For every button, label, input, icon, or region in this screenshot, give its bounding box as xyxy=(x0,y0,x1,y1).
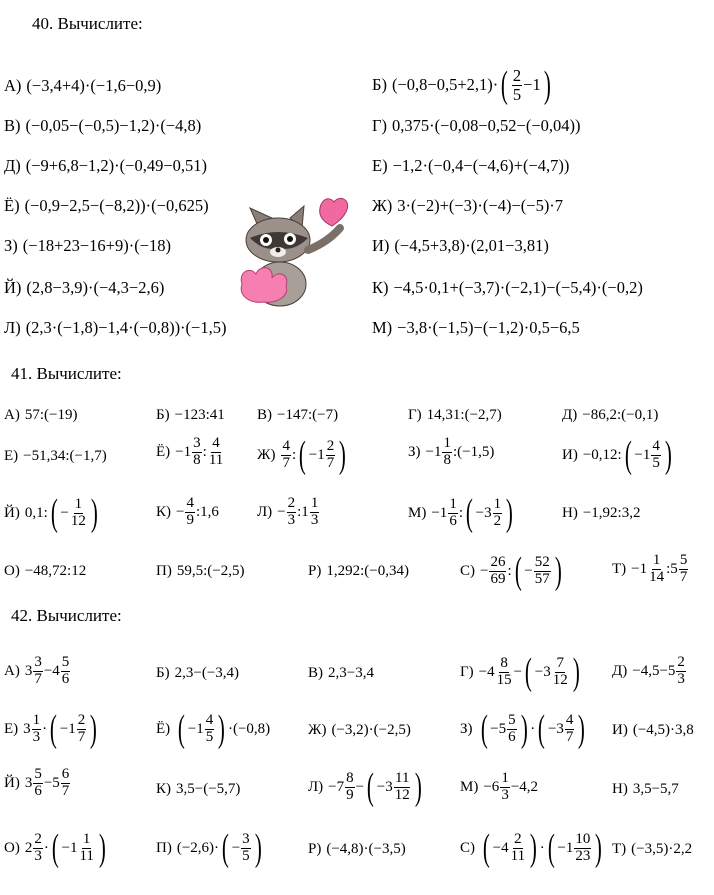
section-42-title: 42. Вычислите: xyxy=(11,606,122,625)
exercise-42-e: Е) 3 1 3 · ( −1 2 7 ) xyxy=(4,708,98,750)
section-40-title: 40. Вычислите: xyxy=(32,14,143,33)
exercise-41-zh: Ж) 4 7 : ( −1 2 7 ) xyxy=(257,434,347,476)
section-41-title: 41. Вычислите: xyxy=(11,364,122,383)
exercise-40-m: М) −3,8·(−1,5)−(−1,2)·0,5−6,5 xyxy=(372,318,580,337)
exercise-42-l: Л) −7 8 9 − ( −3 11 12 ) xyxy=(308,766,422,808)
exercise-40-k: К) −4,5·0,1+(−3,7)·(−2,1)−(−5,4)·(−0,2) xyxy=(372,278,643,297)
exercise-41-i: И) −0,12: ( −1 4 5 ) xyxy=(562,434,672,476)
exercise-42-b: Б) 2,3−(−3,4) xyxy=(156,665,240,681)
exercise-41-n: Н) −1,92:3,2 xyxy=(562,505,641,521)
exercise-41-z: З) −1 1 8 :(−1,5) xyxy=(408,435,495,468)
exercise-41-p: П) 59,5:(−2,5) xyxy=(156,563,245,579)
exercise-41-g: Г) 14,31:(−2,7) xyxy=(408,407,502,423)
exercise-41-j: Й) 0,1: ( − $\frac{1}{12}$ ) xyxy=(4,492,98,534)
exercise-41-l: Л) − $\frac{2}{3}$ :1 1 3 xyxy=(257,495,319,528)
exercise-42-i: И) (−4,5)·3,8 xyxy=(612,722,694,738)
exercise-40-b: Б) (−0,8−0,5+2,1)· ( 2 5 −1 ) xyxy=(372,64,551,106)
exercise-42-r: Р) (−4,8)·(−3,5) xyxy=(308,841,406,857)
exercise-40-g: Г) 0,375·(−0,08−0,52−(−0,04)) xyxy=(372,116,581,135)
exercise-40-a: А) (−3,4+4)·(−1,6−0,9) xyxy=(4,76,162,95)
exercise-40-zh: Ж) 3·(−2)+(−3)·(−4)−(−5)·7 xyxy=(372,196,564,215)
exercise-42-n: Н) 3,5−5,7 xyxy=(612,781,679,797)
exercise-42-s: С) ( −4 2 11 ) · ( −1 10 23 ) xyxy=(460,827,603,869)
exercise-40-i: И) (−4,5+3,8)·(2,01−3,81) xyxy=(372,236,549,255)
exercise-42-j: Й) 3 5 6 −5 6 7 xyxy=(4,766,70,799)
exercise-40-z: З) (−18+23−16+9)·(−18) xyxy=(4,236,172,255)
exercise-42-k: К) 3,5−(−5,7) xyxy=(156,781,241,797)
exercise-41-s: С) − $\frac{26}{69}$ : ( − $\frac{52}{57}$ ) xyxy=(460,550,562,592)
exercise-42-a: А) 3 3 7 −4 5 6 xyxy=(4,654,70,687)
exercise-41-b: Б) −123:41 xyxy=(156,407,225,423)
exercise-41-d: Д) −86,2:(−0,1) xyxy=(562,407,659,423)
exercise-41-r: Р) 1,292:(−0,34) xyxy=(308,563,409,579)
exercise-41-k: К) − $\frac{4}{9}$ :1,6 xyxy=(156,495,219,528)
exercise-40-e: Е) −1,2·(−0,4−(−4,6)+(−4,7)) xyxy=(372,156,570,175)
exercise-40-yo: Ё) (−0,9−2,5−(−8,2))·(−0,625) xyxy=(4,196,209,215)
exercise-42-z: З) ( −5 5 6 ) · ( −3 4 7 ) xyxy=(460,708,586,750)
exercise-41-t: Т) −1 1 14 :5 5 7 xyxy=(612,552,688,585)
exercise-41-v: В) −147:(−7) xyxy=(257,407,339,423)
exercise-40-v: В) (−0,05−(−0,5)−1,2)·(−4,8) xyxy=(4,116,202,135)
exercise-41-yo: Ё) −1 3 8 : 4 11 xyxy=(156,435,224,468)
exercise-42-yo: Ё) ( −1 4 5 ) ·(−0,8) xyxy=(156,708,271,750)
exercise-42-v: В) 2,3−3,4 xyxy=(308,665,374,681)
exercise-41-o: О) −48,72:12 xyxy=(4,563,87,579)
exercise-42-t: Т) (−3,5)·2,2 xyxy=(612,841,693,857)
exercise-42-d: Д) −4,5−5 2 3 xyxy=(612,654,685,687)
exercise-42-p: П) (−2,6)· ( − $\frac{3}{5}$ ) xyxy=(156,827,262,869)
exercise-41-m: М) −1 1 6 : ( −3 1 2 ) xyxy=(408,492,513,534)
exercise-40-j: Й) (2,8−3,9)·(−4,3−2,6) xyxy=(4,278,165,297)
exercise-42-g: Г) −4 8 15 − ( −3 7 12 ) xyxy=(460,651,580,693)
exercise-42-m: М) −6 1 3 −4,2 xyxy=(460,770,539,803)
exercise-42-zh: Ж) (−3,2)·(−2,5) xyxy=(308,722,411,738)
exercise-42-o: О) 2 2 3 · ( −1 1 11 ) xyxy=(4,827,106,869)
exercise-40-l: Л) (2,3·(−1,8)−1,4·(−0,8))·(−1,5) xyxy=(4,318,227,337)
exercise-40-d: Д) (−9+6,8−1,2)·(−0,49−0,51) xyxy=(4,156,208,175)
exercise-41-e: Е) −51,34:(−1,7) xyxy=(4,448,107,464)
exercise-41-a: А) 57:(−19) xyxy=(4,407,78,423)
raccoon-sticker-image xyxy=(228,192,358,312)
